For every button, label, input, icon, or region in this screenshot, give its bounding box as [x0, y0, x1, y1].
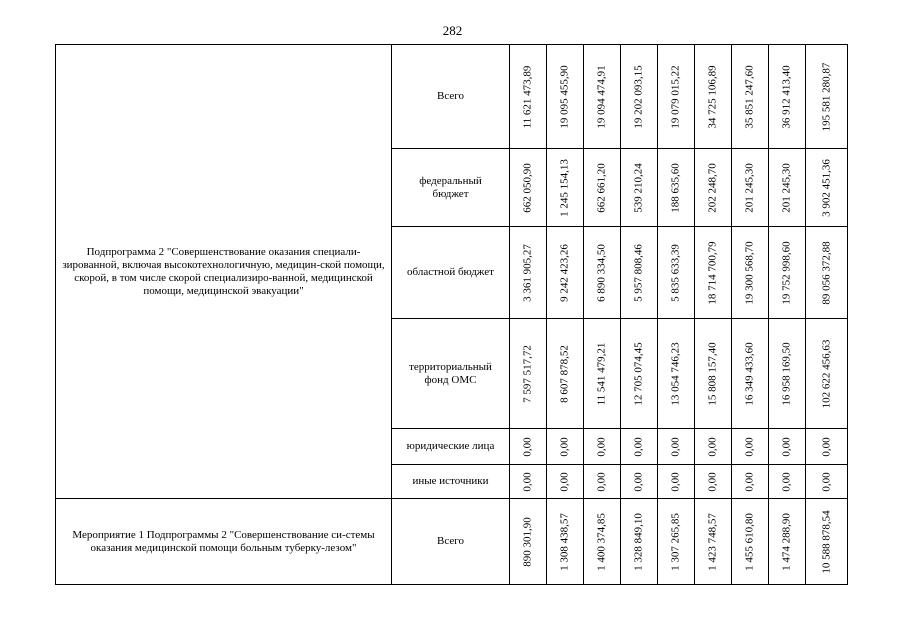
amount-value: 0,00: [706, 471, 719, 492]
amount-cell: [621, 429, 658, 465]
amount-value: 0,00: [780, 471, 793, 492]
amount-cell: [584, 45, 621, 149]
amount-value: 19 095 455,90: [558, 64, 571, 129]
amount-value: 13 054 746,23: [669, 341, 682, 406]
amount-cell: [547, 149, 584, 227]
amount-value: 5 957 808,46: [632, 243, 645, 302]
amount-cell: [695, 429, 732, 465]
program-name-cell: Подпрограмма 2 "Совершенствование оказания специали-зированной, включая высокотехнологичную, медицин-ской помощи, скорой, в том числе скорой специализиро-ванной, медицинской помощи, медицинской эвакуации": [56, 45, 392, 499]
amount-value: 539 210,24: [632, 162, 645, 213]
amount-value: 19 079 015,22: [669, 64, 682, 129]
amount-value: 5 835 633,39: [669, 243, 682, 302]
amount-cell: [658, 149, 695, 227]
program-name-cell: Мероприятие 1 Подпрограммы 2 "Совершенствование си-стемы оказания медицинской помощи больным туберку-лезом": [56, 499, 392, 585]
amount-cell: [584, 227, 621, 319]
amount-cell: [695, 465, 732, 499]
amount-cell: [584, 319, 621, 429]
amount-value: 36 912 413,40: [780, 64, 793, 129]
amount-cell: [806, 149, 848, 227]
funding-source-cell: территориальный фонд ОМС: [392, 319, 510, 429]
amount-cell: [658, 45, 695, 149]
amount-cell: [547, 465, 584, 499]
funding-source-cell: федеральный бюджет: [392, 149, 510, 227]
amount-cell: [769, 465, 806, 499]
amount-value: 0,00: [521, 471, 534, 492]
amount-cell: [621, 319, 658, 429]
amount-value: 19 300 568,70: [743, 240, 756, 305]
amount-value: 0,00: [521, 436, 534, 457]
amount-value: 10 588 878,54: [820, 509, 832, 574]
funding-source-cell: юридические лица: [392, 429, 510, 465]
amount-value: 0,00: [820, 436, 832, 457]
amount-cell: [695, 319, 732, 429]
amount-value: 16 349 433,60: [743, 341, 756, 406]
funding-source-cell: Всего: [392, 45, 510, 149]
funding-source-cell: Всего: [392, 499, 510, 585]
amount-cell: [769, 227, 806, 319]
amount-value: 19 094 474,91: [595, 64, 608, 129]
amount-value: 1 423 748,57: [706, 512, 719, 571]
amount-value: 0,00: [669, 436, 682, 457]
amount-value: 1 307 265,85: [669, 512, 682, 571]
amount-cell: [806, 429, 848, 465]
amount-value: 1 328 849,10: [632, 512, 645, 571]
amount-cell: [547, 499, 584, 585]
table-row: [56, 499, 848, 585]
amount-cell: [806, 499, 848, 585]
amount-value: 8 607 878,52: [558, 344, 571, 403]
financing-table: [55, 44, 848, 585]
amount-cell: [510, 465, 547, 499]
amount-cell: [510, 429, 547, 465]
amount-value: 195 581 280,87: [820, 62, 832, 131]
amount-value: 201 245,30: [743, 162, 756, 213]
amount-value: 11 621 473,89: [521, 65, 534, 128]
amount-cell: [695, 149, 732, 227]
amount-value: 188 635,60: [669, 162, 682, 213]
amount-value: 0,00: [558, 436, 571, 457]
amount-value: 12 705 074,45: [632, 341, 645, 406]
amount-cell: [732, 465, 769, 499]
table-row: [56, 45, 848, 149]
amount-value: 3 902 451,36: [820, 158, 832, 217]
amount-cell: [621, 149, 658, 227]
amount-value: 18 714 700,79: [706, 240, 719, 305]
amount-cell: [732, 499, 769, 585]
amount-cell: [769, 45, 806, 149]
amount-value: 0,00: [595, 471, 608, 492]
amount-cell: [769, 319, 806, 429]
amount-cell: [510, 227, 547, 319]
amount-cell: [621, 45, 658, 149]
amount-cell: [547, 45, 584, 149]
amount-cell: [584, 465, 621, 499]
amount-value: 102 622 456,63: [820, 339, 832, 408]
amount-cell: [658, 429, 695, 465]
amount-cell: [621, 227, 658, 319]
amount-value: 3 361 905,27: [521, 243, 534, 302]
amount-cell: [510, 149, 547, 227]
amount-cell: [806, 45, 848, 149]
amount-value: 202 248,70: [706, 162, 719, 213]
amount-value: 0,00: [780, 436, 793, 457]
amount-cell: [621, 499, 658, 585]
amount-cell: [732, 227, 769, 319]
amount-value: 7 597 517,72: [521, 344, 534, 403]
amount-cell: [806, 227, 848, 319]
amount-cell: [695, 499, 732, 585]
amount-cell: [547, 429, 584, 465]
amount-cell: [658, 465, 695, 499]
amount-value: 19 202 093,15: [632, 64, 645, 129]
amount-value: 19 752 998,60: [780, 240, 793, 305]
amount-value: 11 541 479,21: [595, 342, 608, 405]
amount-value: 35 851 247,60: [743, 64, 756, 129]
amount-cell: [584, 499, 621, 585]
amount-value: 0,00: [743, 471, 756, 492]
page-number: 282: [442, 23, 463, 38]
amount-cell: [769, 149, 806, 227]
amount-cell: [510, 45, 547, 149]
amount-cell: [547, 319, 584, 429]
amount-cell: [769, 499, 806, 585]
amount-cell: [658, 227, 695, 319]
amount-cell: [732, 45, 769, 149]
amount-cell: [510, 499, 547, 585]
amount-cell: [584, 149, 621, 227]
amount-cell: [510, 319, 547, 429]
amount-value: 0,00: [669, 471, 682, 492]
amount-cell: [658, 319, 695, 429]
amount-cell: [806, 319, 848, 429]
amount-value: 1 474 288,90: [780, 512, 793, 571]
amount-value: 662 661,20: [595, 162, 608, 213]
amount-value: 0,00: [706, 436, 719, 457]
amount-value: 1 245 154,13: [558, 158, 571, 217]
amount-cell: [658, 499, 695, 585]
amount-value: 15 808 157,40: [706, 341, 719, 406]
amount-cell: [732, 149, 769, 227]
amount-cell: [806, 465, 848, 499]
amount-value: 1 308 438,57: [558, 512, 571, 571]
amount-value: 662 050,90: [521, 162, 534, 213]
amount-cell: [732, 429, 769, 465]
amount-cell: [732, 319, 769, 429]
amount-value: 1 400 374,85: [595, 512, 608, 571]
amount-cell: [584, 429, 621, 465]
amount-cell: [695, 45, 732, 149]
amount-value: 16 958 169,50: [780, 341, 793, 406]
amount-cell: [547, 227, 584, 319]
funding-source-cell: областной бюджет: [392, 227, 510, 319]
amount-value: 89 056 372,88: [820, 240, 832, 305]
amount-value: 0,00: [820, 471, 832, 492]
amount-cell: [621, 465, 658, 499]
amount-value: 0,00: [632, 436, 645, 457]
amount-value: 34 725 106,89: [706, 64, 719, 129]
amount-value: 0,00: [558, 471, 571, 492]
amount-value: 0,00: [632, 471, 645, 492]
amount-value: 0,00: [595, 436, 608, 457]
amount-value: 6 890 334,50: [595, 243, 608, 302]
amount-value: 201 245,30: [780, 162, 793, 213]
amount-value: 1 455 610,80: [743, 512, 756, 571]
amount-value: 0,00: [743, 436, 756, 457]
amount-value: 9 242 423,26: [558, 243, 571, 302]
amount-value: 890 301,90: [521, 516, 534, 567]
amount-cell: [769, 429, 806, 465]
funding-source-cell: иные источники: [392, 465, 510, 499]
amount-cell: [695, 227, 732, 319]
